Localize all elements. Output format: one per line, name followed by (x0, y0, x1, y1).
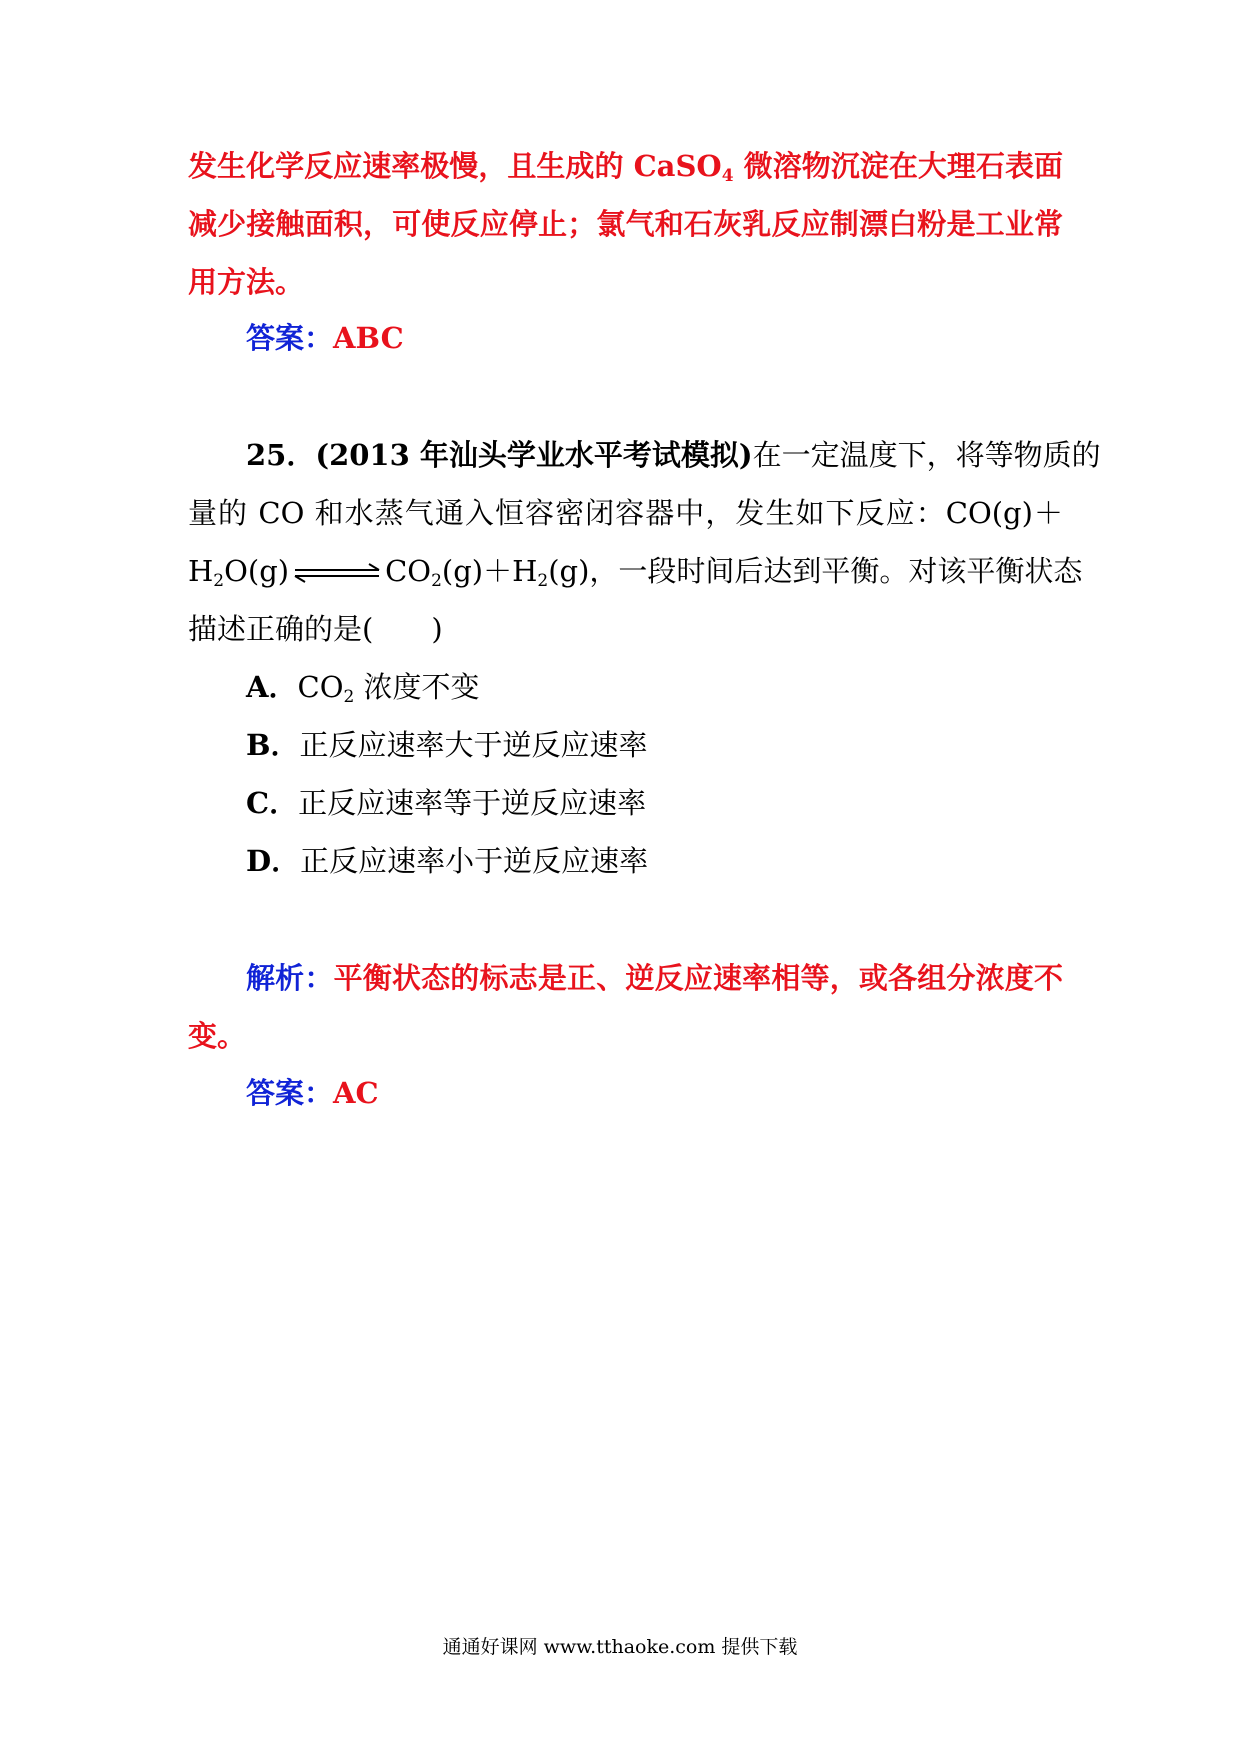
option-b (246, 725, 1063, 765)
answer-value: ABC (333, 321, 404, 355)
option-a (246, 667, 1063, 707)
analysis-text: 平衡状态的标志是正、逆反应速率相等，或各组分浓度不 (333, 961, 1063, 995)
question-source: (2013 年汕头学业水平考试模拟) (315, 438, 753, 472)
option-label: B． (246, 728, 300, 762)
explanation-text: 发生化学反应速率极慢，且生成的 CaSO (188, 149, 722, 183)
option-label: C． (246, 786, 299, 820)
option-c (246, 783, 1063, 823)
subscript: 2 (431, 571, 442, 591)
answer-label: 答案： (246, 1076, 334, 1110)
equilibrium-arrow-icon (293, 563, 381, 583)
formula-part: O(g) (224, 554, 290, 588)
formula-part: (g)＋H (441, 554, 538, 588)
question-text: 在一定温度下，将等物质的 (752, 438, 1101, 472)
option-text: 正反应速率等于逆反应速率 (298, 786, 647, 820)
explanation-line-3: 用方法。 (188, 265, 305, 299)
option-text: 正反应速率大于逆反应速率 (299, 728, 648, 762)
explanation-text: 微溶物沉淀在大理石表面 (733, 149, 1063, 183)
subscript: 2 (213, 571, 225, 591)
explanation-line-1 (188, 146, 1063, 186)
question-25-line-4: 描述正确的是( ) (188, 612, 443, 646)
question-25-line-2: 量的 CO 和水蒸气通入恒容密闭容器中，发生如下反应：CO(g)＋ (188, 496, 1063, 530)
subscript: 4 (721, 166, 734, 186)
answer-label: 答案： (246, 321, 334, 355)
analysis-25-line-1 (246, 958, 1063, 998)
subscript: 2 (537, 571, 549, 591)
analysis-25-line-2: 变。 (188, 1019, 247, 1053)
answer-25 (246, 1073, 1063, 1113)
answer-24 (246, 318, 1063, 358)
option-text: CO (297, 670, 344, 704)
analysis-label: 解析： (246, 961, 334, 995)
subscript: 2 (343, 687, 355, 707)
option-text: 正反应速率小于逆反应速率 (300, 844, 649, 878)
question-25-line-1 (246, 435, 1101, 475)
formula-part: (g)，一段时间后达到平衡。对该平衡状态 (548, 554, 1083, 588)
option-label: A． (246, 670, 298, 704)
option-text: 浓度不变 (354, 670, 480, 704)
formula-part: CO (385, 554, 432, 588)
explanation-line-2: 减少接触面积，可使反应停止；氯气和石灰乳反应制漂白粉是工业常 (188, 207, 1063, 241)
option-label: D． (246, 844, 301, 878)
option-d (246, 841, 1063, 881)
question-25-line-3 (188, 551, 1083, 591)
question-number: 25． (246, 438, 316, 472)
answer-value: AC (333, 1076, 379, 1110)
formula-part: H (188, 554, 214, 588)
page-footer: 通通好课网 www.tthaoke.com 提供下载 (442, 1636, 798, 1658)
